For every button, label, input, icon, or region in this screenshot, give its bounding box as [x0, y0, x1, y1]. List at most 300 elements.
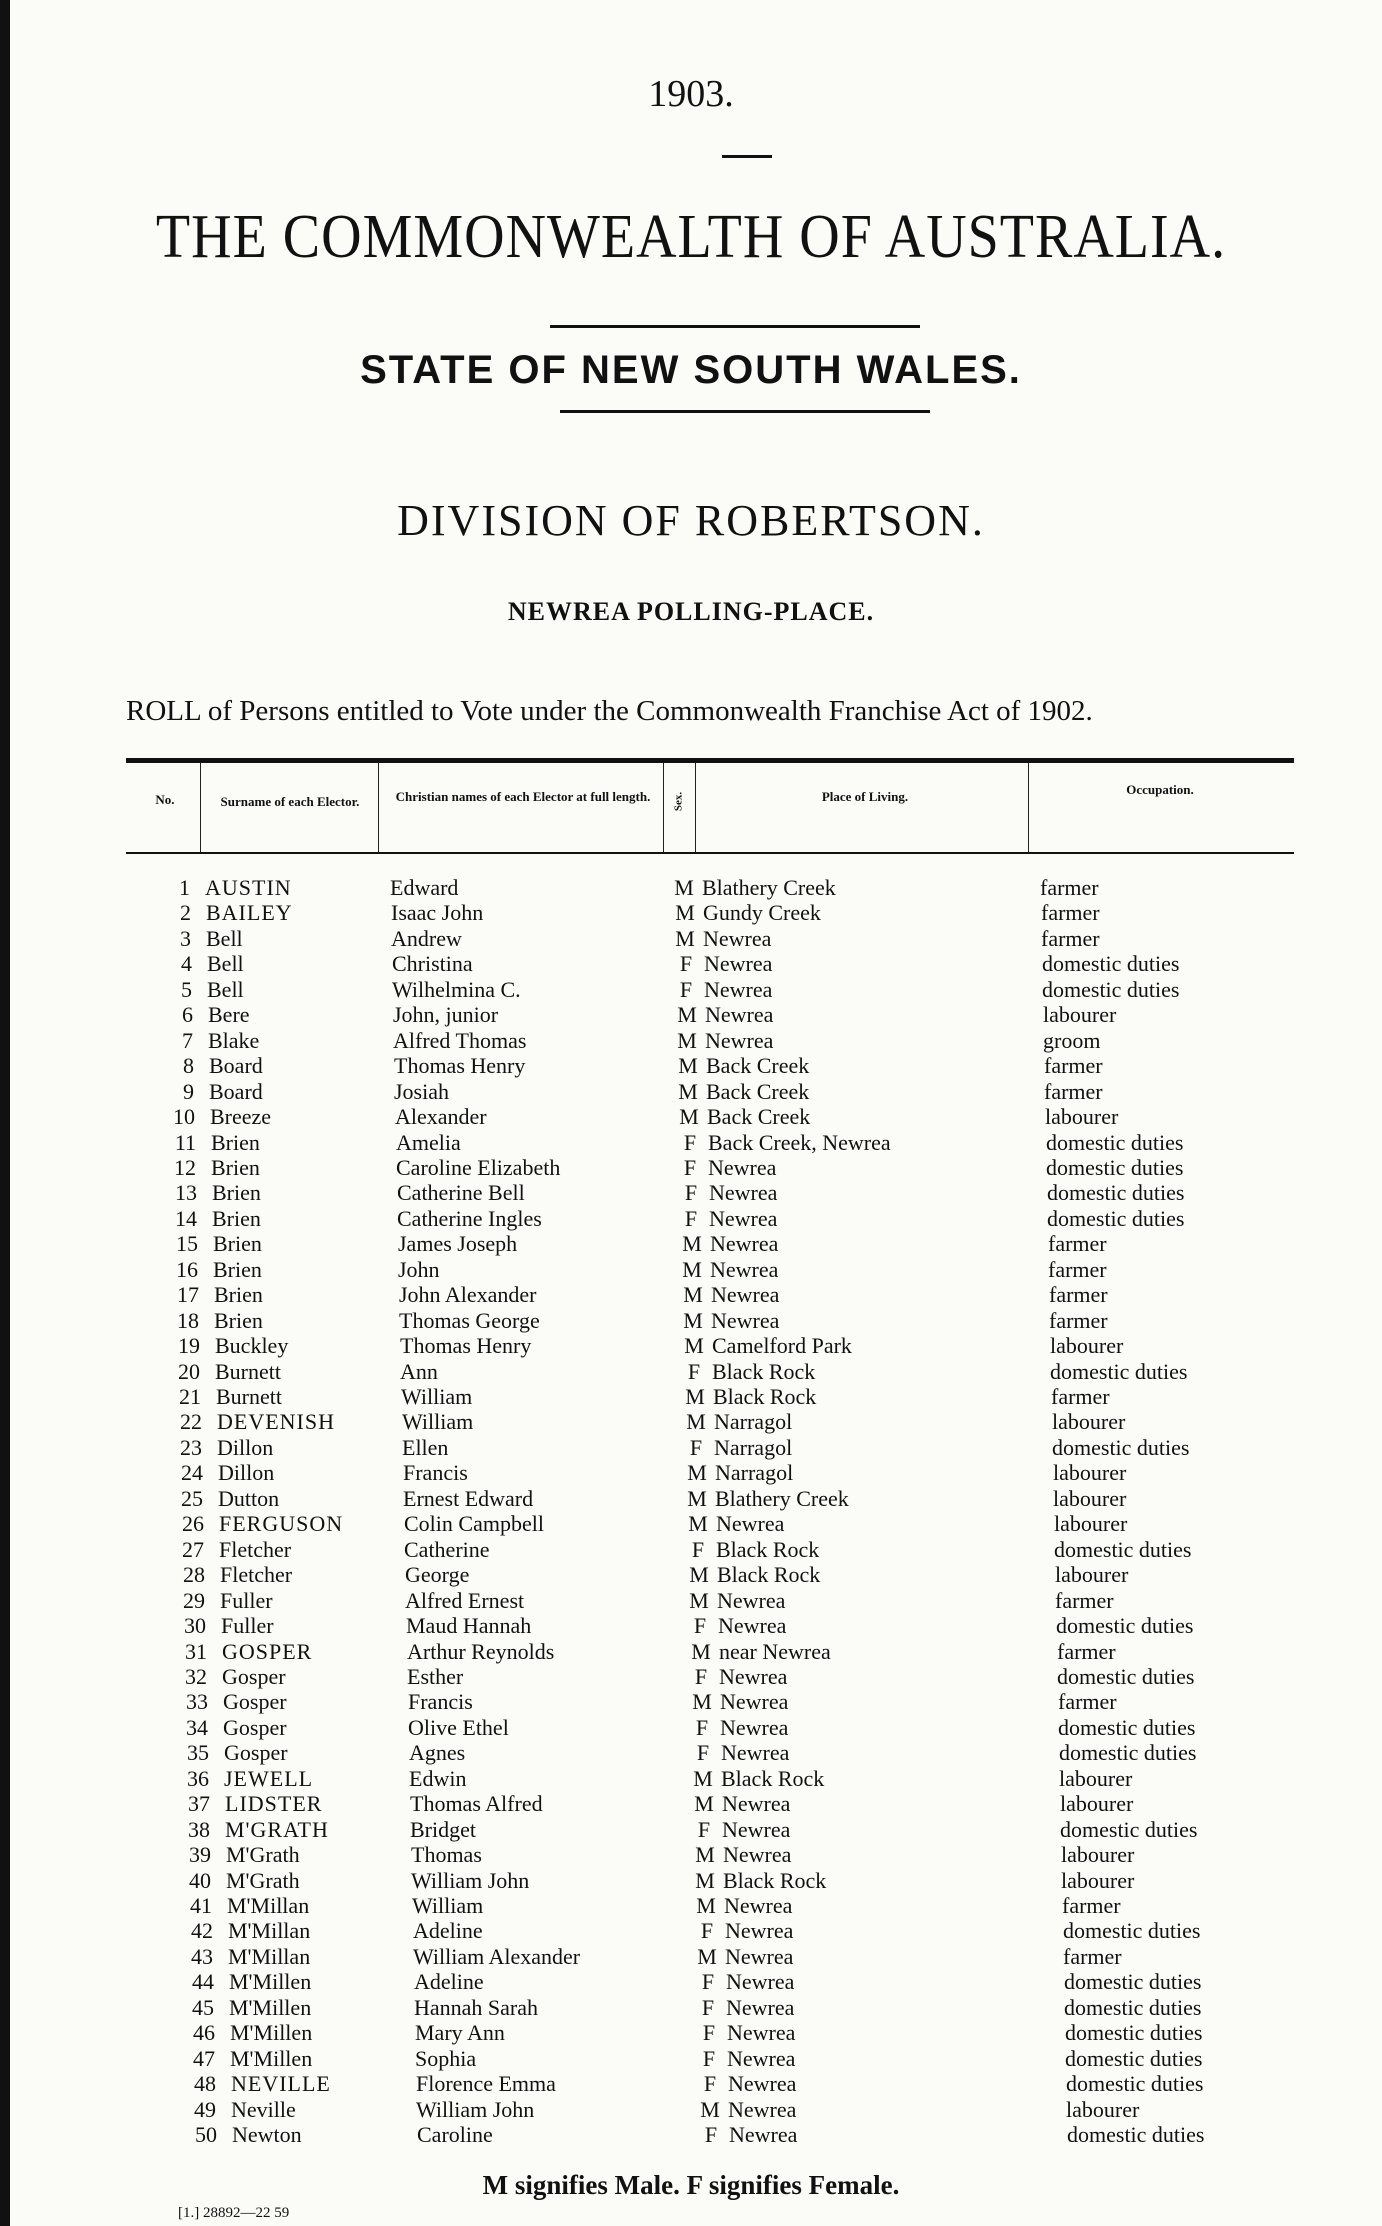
- elector-sex: M: [693, 1766, 713, 1791]
- elector-sex: F: [700, 1918, 714, 1943]
- elector-number: 8: [183, 1053, 194, 1078]
- elector-surname: Blake: [208, 1028, 260, 1053]
- elector-sex: M: [686, 1409, 706, 1434]
- elector-number: 32: [185, 1664, 207, 1689]
- elector-christian-names: Ann: [400, 1359, 438, 1384]
- column-header-occupation: Occupation.: [1126, 782, 1194, 797]
- table-header-top-rule: [126, 758, 1294, 763]
- elector-number: 6: [182, 1002, 193, 1027]
- elector-occupation: farmer: [1044, 1053, 1103, 1078]
- elector-number: 27: [182, 1537, 204, 1562]
- elector-surname: M'Millen: [229, 1969, 312, 1994]
- polling-place-heading: NEWREA POLLING-PLACE.: [507, 597, 875, 626]
- elector-occupation: domestic duties: [1063, 1918, 1201, 1943]
- elector-surname: M'GRATH: [225, 1817, 329, 1842]
- elector-occupation: labourer: [1043, 1002, 1117, 1027]
- elector-number: 26: [182, 1511, 204, 1536]
- elector-number: 39: [189, 1842, 211, 1867]
- elector-christian-names: Josiah: [394, 1079, 449, 1104]
- elector-number: 19: [178, 1333, 200, 1358]
- elector-surname: Dillon: [218, 1460, 275, 1485]
- elector-christian-names: John: [398, 1257, 440, 1282]
- elector-occupation: farmer: [1049, 1308, 1108, 1333]
- elector-place-of-living: Black Rock: [717, 1562, 821, 1587]
- printer-imprint: [1.] 28892—22 59: [178, 2205, 290, 2221]
- elector-sex: F: [683, 1155, 697, 1180]
- elector-sex: M: [687, 1460, 707, 1485]
- elector-occupation: domestic duties: [1047, 1206, 1185, 1231]
- elector-christian-names: William John: [411, 1868, 530, 1893]
- elector-christian-names: Thomas Henry: [400, 1333, 532, 1358]
- elector-surname: Brien: [211, 1130, 260, 1155]
- division-heading: DIVISION OF ROBERTSON.: [397, 496, 985, 545]
- elector-surname: Dutton: [218, 1486, 280, 1511]
- sex-legend-footnote: M signifies Male. F signifies Female.: [482, 2170, 900, 2200]
- elector-sex: M: [688, 1511, 708, 1536]
- elector-occupation: domestic duties: [1057, 1664, 1195, 1689]
- elector-occupation: farmer: [1055, 1588, 1114, 1613]
- elector-sex: M: [696, 1893, 716, 1918]
- elector-place-of-living: Back Creek, Newrea: [708, 1130, 891, 1155]
- elector-surname: Brien: [213, 1257, 262, 1282]
- year-heading: 1903.: [648, 73, 734, 115]
- elector-place-of-living: Back Creek: [706, 1053, 810, 1078]
- elector-sex: F: [695, 1715, 709, 1740]
- elector-sex: F: [679, 977, 693, 1002]
- elector-number: 38: [188, 1817, 210, 1842]
- elector-place-of-living: Narragol: [714, 1435, 793, 1460]
- elector-christian-names: Hannah Sarah: [414, 1995, 539, 2020]
- elector-surname: M'Millen: [230, 2020, 313, 2045]
- elector-sex: F: [684, 1180, 698, 1205]
- elector-surname: Fuller: [221, 1613, 274, 1638]
- elector-surname: Breeze: [210, 1104, 272, 1129]
- elector-place-of-living: Newrea: [720, 1715, 789, 1740]
- elector-surname: DEVENISH: [217, 1409, 335, 1434]
- elector-christian-names: Andrew: [391, 926, 462, 951]
- column-header-place: Place of Living.: [821, 789, 909, 804]
- elector-place-of-living: Newrea: [703, 926, 772, 951]
- elector-surname: FERGUSON: [219, 1511, 344, 1536]
- elector-sex: F: [701, 1969, 715, 1994]
- elector-christian-names: Alexander: [395, 1104, 487, 1129]
- elector-sex: F: [704, 2122, 718, 2147]
- elector-place-of-living: Newrea: [719, 1664, 788, 1689]
- elector-sex: M: [692, 1689, 712, 1714]
- elector-place-of-living: Black Rock: [712, 1359, 816, 1384]
- elector-number: 49: [194, 2097, 216, 2122]
- elector-christian-names: Arthur Reynolds: [407, 1639, 555, 1664]
- elector-place-of-living: Newrea: [705, 1028, 774, 1053]
- column-divider: [200, 763, 201, 852]
- elector-number: 5: [181, 977, 192, 1002]
- elector-number: 42: [191, 1918, 213, 1943]
- elector-surname: Fuller: [220, 1588, 273, 1613]
- elector-occupation: labourer: [1066, 2097, 1140, 2122]
- elector-place-of-living: Newrea: [723, 1842, 792, 1867]
- elector-christian-names: Thomas: [411, 1842, 482, 1867]
- elector-occupation: domestic duties: [1046, 1130, 1184, 1155]
- elector-place-of-living: Newrea: [726, 1969, 795, 1994]
- elector-christian-names: John, junior: [393, 1002, 499, 1027]
- elector-christian-names: Ellen: [402, 1435, 449, 1460]
- elector-place-of-living: Black Rock: [721, 1766, 825, 1791]
- elector-christian-names: Francis: [408, 1689, 473, 1714]
- elector-occupation: farmer: [1041, 926, 1100, 951]
- elector-sex: F: [703, 2071, 717, 2096]
- elector-christian-names: George: [405, 1562, 470, 1587]
- elector-place-of-living: Newrea: [718, 1613, 787, 1638]
- elector-christian-names: Edwin: [409, 1766, 467, 1791]
- elector-christian-names: Ernest Edward: [403, 1486, 534, 1511]
- elector-number: 29: [183, 1588, 205, 1613]
- elector-place-of-living: Newrea: [710, 1231, 779, 1256]
- elector-surname: M'Millen: [229, 1995, 312, 2020]
- elector-number: 30: [184, 1613, 206, 1638]
- elector-christian-names: Isaac John: [391, 900, 484, 925]
- elector-sex: M: [678, 1079, 698, 1104]
- elector-occupation: farmer: [1048, 1231, 1107, 1256]
- elector-surname: Buckley: [215, 1333, 289, 1358]
- elector-place-of-living: near Newrea: [719, 1639, 831, 1664]
- elector-surname: Brien: [213, 1231, 262, 1256]
- elector-occupation: domestic duties: [1065, 2020, 1203, 2045]
- elector-occupation: farmer: [1041, 900, 1100, 925]
- elector-christian-names: James Joseph: [398, 1231, 518, 1256]
- elector-sex: F: [696, 1740, 710, 1765]
- elector-surname: Brien: [214, 1308, 263, 1333]
- elector-christian-names: Caroline: [417, 2122, 493, 2147]
- elector-christian-names: Francis: [403, 1460, 468, 1485]
- elector-number: 15: [176, 1231, 198, 1256]
- elector-christian-names: William: [412, 1893, 484, 1918]
- elector-number: 18: [177, 1308, 199, 1333]
- elector-sex: M: [674, 875, 694, 900]
- elector-place-of-living: Newrea: [728, 2097, 797, 2122]
- elector-number: 13: [175, 1180, 197, 1205]
- elector-place-of-living: Newrea: [709, 1180, 778, 1205]
- elector-sex: M: [689, 1588, 709, 1613]
- elector-occupation: labourer: [1059, 1766, 1133, 1791]
- elector-surname: LIDSTER: [225, 1791, 323, 1816]
- page-title: THE COMMONWEALTH OF AUSTRALIA.: [155, 202, 1227, 272]
- elector-number: 1: [179, 875, 190, 900]
- elector-occupation: domestic duties: [1059, 1740, 1197, 1765]
- elector-surname: Board: [209, 1053, 263, 1078]
- elector-surname: Gosper: [223, 1715, 287, 1740]
- elector-sex: F: [702, 2020, 716, 2045]
- elector-sex: F: [683, 1130, 697, 1155]
- elector-number: 24: [181, 1460, 203, 1485]
- elector-place-of-living: Blathery Creek: [715, 1486, 849, 1511]
- elector-sex: M: [689, 1562, 709, 1587]
- elector-christian-names: Adeline: [414, 1969, 484, 1994]
- elector-christian-names: Edward: [390, 875, 459, 900]
- elector-surname: M'Millen: [230, 2046, 313, 2071]
- column-header-surname: Surname of each Elector.: [220, 794, 360, 809]
- elector-sex: F: [679, 951, 693, 976]
- elector-place-of-living: Newrea: [704, 951, 773, 976]
- column-divider: [695, 763, 696, 852]
- elector-sex: M: [697, 1944, 717, 1969]
- elector-place-of-living: Back Creek: [707, 1104, 811, 1129]
- elector-occupation: domestic duties: [1050, 1359, 1188, 1384]
- elector-christian-names: Catherine Ingles: [397, 1206, 542, 1231]
- elector-sex: M: [677, 1002, 697, 1027]
- elector-surname: AUSTIN: [205, 875, 292, 900]
- elector-surname: Bell: [206, 926, 243, 951]
- elector-christian-names: William: [401, 1384, 473, 1409]
- elector-surname: Brien: [212, 1206, 261, 1231]
- elector-number: 34: [186, 1715, 208, 1740]
- elector-place-of-living: Newrea: [724, 1893, 793, 1918]
- elector-sex: M: [695, 1868, 715, 1893]
- elector-sex: M: [683, 1282, 703, 1307]
- elector-place-of-living: Newrea: [711, 1282, 780, 1307]
- elector-number: 44: [192, 1969, 214, 1994]
- table-header-bottom-rule: [126, 852, 1294, 854]
- elector-number: 33: [186, 1689, 208, 1714]
- elector-sex: F: [694, 1664, 708, 1689]
- elector-christian-names: Esther: [407, 1664, 464, 1689]
- elector-surname: Dillon: [217, 1435, 274, 1460]
- elector-number: 4: [181, 951, 192, 976]
- elector-surname: M'Millan: [228, 1918, 311, 1943]
- elector-surname: Board: [209, 1079, 263, 1104]
- elector-surname: Gosper: [222, 1664, 286, 1689]
- elector-sex: F: [701, 1995, 715, 2020]
- elector-occupation: farmer: [1063, 1944, 1122, 1969]
- elector-occupation: domestic duties: [1060, 1817, 1198, 1842]
- elector-christian-names: John Alexander: [399, 1282, 537, 1307]
- elector-place-of-living: Newrea: [722, 1791, 791, 1816]
- elector-sex: F: [702, 2046, 716, 2071]
- elector-christian-names: Adeline: [413, 1918, 483, 1943]
- elector-surname: Burnett: [216, 1384, 282, 1409]
- elector-sex: M: [694, 1791, 714, 1816]
- elector-occupation: labourer: [1053, 1460, 1127, 1485]
- column-divider: [1028, 763, 1029, 852]
- elector-surname: Gosper: [224, 1740, 288, 1765]
- elector-christian-names: Alfred Thomas: [393, 1028, 527, 1053]
- elector-place-of-living: Back Creek: [706, 1079, 810, 1104]
- elector-number: 40: [189, 1868, 211, 1893]
- elector-christian-names: Mary Ann: [415, 2020, 505, 2045]
- elector-surname: Newton: [232, 2122, 302, 2147]
- elector-sex: F: [689, 1435, 703, 1460]
- elector-surname: Burnett: [215, 1359, 281, 1384]
- elector-number: 14: [175, 1206, 197, 1231]
- elector-christian-names: William John: [416, 2097, 535, 2122]
- elector-number: 7: [182, 1028, 193, 1053]
- elector-surname: Bere: [208, 1002, 250, 1027]
- elector-sex: M: [678, 1053, 698, 1078]
- elector-number: 35: [187, 1740, 209, 1765]
- elector-surname: BAILEY: [206, 900, 293, 925]
- elector-surname: Neville: [231, 2097, 296, 2122]
- elector-sex: F: [684, 1206, 698, 1231]
- elector-sex: M: [675, 900, 695, 925]
- elector-number: 28: [183, 1562, 205, 1587]
- elector-occupation: farmer: [1062, 1893, 1121, 1918]
- elector-surname: Bell: [207, 951, 244, 976]
- elector-number: 46: [193, 2020, 215, 2045]
- elector-occupation: labourer: [1053, 1486, 1127, 1511]
- elector-occupation: farmer: [1057, 1639, 1116, 1664]
- elector-place-of-living: Newrea: [725, 1918, 794, 1943]
- elector-surname: M'Grath: [226, 1868, 300, 1893]
- elector-surname: Brien: [211, 1155, 260, 1180]
- elector-number: 48: [194, 2071, 216, 2096]
- elector-number: 21: [179, 1384, 201, 1409]
- elector-number: 43: [191, 1944, 213, 1969]
- elector-christian-names: William: [402, 1409, 474, 1434]
- elector-occupation: farmer: [1058, 1689, 1117, 1714]
- elector-place-of-living: Newrea: [725, 1944, 794, 1969]
- elector-christian-names: William Alexander: [413, 1944, 581, 1969]
- elector-occupation: labourer: [1050, 1333, 1124, 1358]
- elector-number: 16: [176, 1257, 198, 1282]
- elector-christian-names: Florence Emma: [416, 2071, 556, 2096]
- elector-number: 12: [174, 1155, 196, 1180]
- elector-christian-names: Christina: [392, 951, 473, 976]
- elector-number: 10: [173, 1104, 195, 1129]
- elector-place-of-living: Newrea: [722, 1817, 791, 1842]
- elector-christian-names: Thomas Henry: [394, 1053, 526, 1078]
- elector-place-of-living: Narragol: [715, 1460, 794, 1485]
- elector-christian-names: Wilhelmina C.: [392, 977, 521, 1002]
- elector-number: 31: [185, 1639, 207, 1664]
- elector-occupation: labourer: [1060, 1791, 1134, 1816]
- elector-number: 2: [180, 900, 191, 925]
- column-header-sex: Sex.: [672, 791, 685, 812]
- elector-number: 20: [178, 1359, 200, 1384]
- elector-place-of-living: Newrea: [720, 1689, 789, 1714]
- elector-christian-names: Olive Ethel: [408, 1715, 509, 1740]
- elector-christian-names: Agnes: [409, 1740, 466, 1765]
- elector-place-of-living: Newrea: [711, 1308, 780, 1333]
- elector-sex: M: [684, 1333, 704, 1358]
- elector-christian-names: Sophia: [415, 2046, 477, 2071]
- roll-description: ROLL of Persons entitled to Vote under the Commonwealth Franchise Act of 1902.: [126, 695, 1093, 727]
- elector-occupation: domestic duties: [1047, 1180, 1185, 1205]
- elector-sex: F: [691, 1537, 705, 1562]
- elector-place-of-living: Gundy Creek: [703, 900, 821, 925]
- elector-occupation: domestic duties: [1067, 2122, 1205, 2147]
- elector-occupation: labourer: [1052, 1409, 1126, 1434]
- elector-number: 23: [180, 1435, 202, 1460]
- elector-place-of-living: Blathery Creek: [702, 875, 836, 900]
- elector-number: 36: [187, 1766, 209, 1791]
- elector-place-of-living: Camelford Park: [712, 1333, 852, 1358]
- elector-place-of-living: Newrea: [727, 2046, 796, 2071]
- elector-christian-names: Thomas Alfred: [410, 1791, 543, 1816]
- elector-christian-names: Caroline Elizabeth: [396, 1155, 561, 1180]
- elector-sex: M: [695, 1842, 715, 1867]
- elector-occupation: domestic duties: [1064, 1969, 1202, 1994]
- elector-place-of-living: Newrea: [721, 1740, 790, 1765]
- elector-number: 25: [181, 1486, 203, 1511]
- elector-occupation: domestic duties: [1046, 1155, 1184, 1180]
- page-edge-rule: [0, 0, 10, 2226]
- elector-place-of-living: Newrea: [717, 1588, 786, 1613]
- elector-place-of-living: Black Rock: [713, 1384, 817, 1409]
- elector-sex: M: [700, 2097, 720, 2122]
- elector-occupation: farmer: [1051, 1384, 1110, 1409]
- elector-sex: M: [682, 1257, 702, 1282]
- elector-christian-names: Amelia: [396, 1130, 461, 1155]
- divider-short: [722, 155, 772, 158]
- elector-surname: Gosper: [223, 1689, 287, 1714]
- elector-surname: M'Millan: [228, 1944, 311, 1969]
- elector-number: 41: [190, 1893, 212, 1918]
- elector-number: 9: [183, 1079, 194, 1104]
- elector-place-of-living: Newrea: [716, 1511, 785, 1536]
- elector-occupation: groom: [1043, 1028, 1101, 1053]
- elector-occupation: labourer: [1061, 1868, 1135, 1893]
- elector-occupation: domestic duties: [1052, 1435, 1190, 1460]
- elector-surname: Bell: [207, 977, 244, 1002]
- elector-surname: JEWELL: [224, 1766, 314, 1791]
- elector-christian-names: Colin Campbell: [404, 1511, 544, 1536]
- elector-surname: Fletcher: [220, 1562, 293, 1587]
- elector-place-of-living: Newrea: [708, 1155, 777, 1180]
- elector-occupation: domestic duties: [1054, 1537, 1192, 1562]
- elector-sex: M: [677, 1028, 697, 1053]
- elector-christian-names: Bridget: [410, 1817, 476, 1842]
- state-heading: STATE OF NEW SOUTH WALES.: [360, 348, 1022, 392]
- elector-christian-names: Catherine Bell: [397, 1180, 525, 1205]
- elector-occupation: domestic duties: [1058, 1715, 1196, 1740]
- elector-place-of-living: Black Rock: [723, 1868, 827, 1893]
- elector-place-of-living: Narragol: [714, 1409, 793, 1434]
- elector-occupation: farmer: [1044, 1079, 1103, 1104]
- elector-place-of-living: Newrea: [704, 977, 773, 1002]
- elector-number: 50: [195, 2122, 217, 2147]
- elector-occupation: labourer: [1055, 1562, 1129, 1587]
- elector-place-of-living: Newrea: [728, 2071, 797, 2096]
- elector-occupation: labourer: [1045, 1104, 1119, 1129]
- elector-number: 11: [174, 1130, 196, 1155]
- elector-sex: F: [697, 1817, 711, 1842]
- elector-sex: M: [687, 1486, 707, 1511]
- elector-christian-names: Catherine: [404, 1537, 490, 1562]
- elector-number: 17: [177, 1282, 199, 1307]
- column-divider: [663, 763, 664, 852]
- elector-christian-names: Alfred Ernest: [405, 1588, 525, 1613]
- elector-occupation: domestic duties: [1042, 951, 1180, 976]
- elector-occupation: farmer: [1040, 875, 1099, 900]
- elector-place-of-living: Newrea: [705, 1002, 774, 1027]
- elector-surname: GOSPER: [222, 1639, 313, 1664]
- elector-occupation: domestic duties: [1064, 1995, 1202, 2020]
- elector-place-of-living: Newrea: [727, 2020, 796, 2045]
- elector-sex: F: [693, 1613, 707, 1638]
- column-header-no: No.: [155, 792, 175, 807]
- elector-sex: M: [675, 926, 695, 951]
- elector-occupation: domestic duties: [1066, 2071, 1204, 2096]
- elector-surname: Brien: [214, 1282, 263, 1307]
- elector-occupation: labourer: [1061, 1842, 1135, 1867]
- elector-surname: Brien: [212, 1180, 261, 1205]
- elector-occupation: farmer: [1048, 1257, 1107, 1282]
- elector-sex: M: [683, 1308, 703, 1333]
- elector-surname: M'Grath: [226, 1842, 300, 1867]
- elector-occupation: labourer: [1054, 1511, 1128, 1536]
- elector-sex: M: [682, 1231, 702, 1256]
- elector-place-of-living: Newrea: [726, 1995, 795, 2020]
- elector-occupation: farmer: [1049, 1282, 1108, 1307]
